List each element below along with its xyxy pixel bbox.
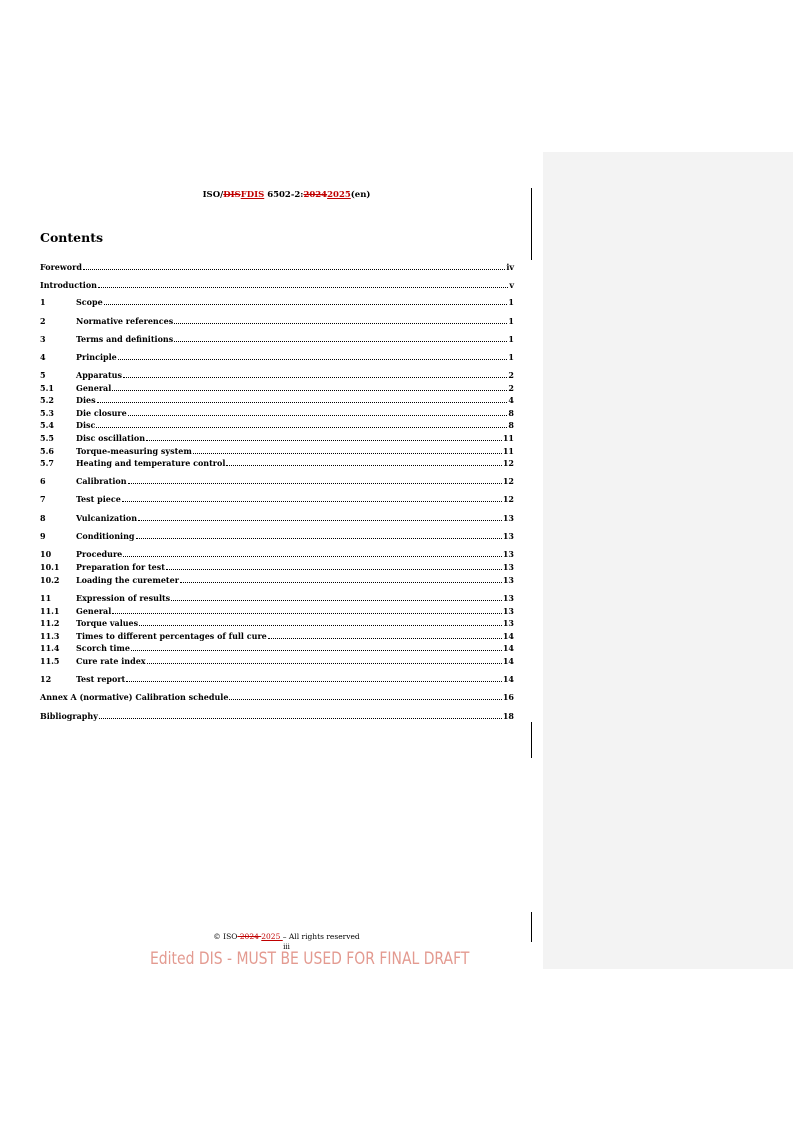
toc-leader-dots bbox=[123, 370, 507, 378]
toc-entry[interactable] bbox=[40, 674, 514, 684]
toc-entry[interactable] bbox=[40, 562, 514, 572]
toc-entry-page: 14 bbox=[502, 631, 514, 641]
toc-entry-page: 13 bbox=[502, 562, 514, 572]
toc-leader-dots bbox=[112, 383, 507, 391]
toc-entry-title: Scope bbox=[76, 297, 103, 307]
toc-entry-title: Torque values bbox=[76, 618, 139, 628]
toc-entry[interactable] bbox=[40, 575, 514, 585]
footer-prefix: © ISO bbox=[213, 932, 238, 941]
toc-leader-dots bbox=[138, 513, 502, 521]
toc-entry[interactable] bbox=[40, 408, 514, 418]
toc-leader-dots bbox=[96, 420, 507, 428]
toc-entry[interactable] bbox=[40, 711, 514, 721]
footer-rights: – All rights reserved bbox=[282, 932, 360, 941]
toc-entry-number: 10.1 bbox=[40, 562, 60, 572]
toc-entry-page: 13 bbox=[502, 618, 514, 628]
toc-entry-page: 1 bbox=[508, 316, 514, 326]
toc-entry-title: Annex A (normative) Calibration schedule bbox=[40, 692, 229, 702]
footer-inserted-year: 2025 bbox=[261, 932, 283, 941]
toc-entry[interactable] bbox=[40, 370, 514, 380]
toc-entry[interactable] bbox=[40, 383, 514, 393]
toc-entry-page: 13 bbox=[502, 606, 514, 616]
toc-entry-number: 11.2 bbox=[40, 618, 60, 628]
toc-leader-dots bbox=[174, 316, 507, 324]
toc-entry[interactable] bbox=[40, 420, 514, 430]
toc-entry-title: Normative references bbox=[76, 316, 174, 326]
toc-leader-dots bbox=[166, 562, 502, 570]
toc-entry-title: Times to different percentages of full cure bbox=[76, 631, 267, 641]
toc-entry-number: 5.7 bbox=[40, 458, 54, 468]
toc-entry-number: 8 bbox=[40, 513, 46, 523]
toc-leader-dots bbox=[112, 606, 502, 614]
toc-entry-number: 6 bbox=[40, 476, 46, 486]
toc-entry-title: Foreword bbox=[40, 262, 82, 272]
toc-entry-title: Vulcanization bbox=[76, 513, 138, 523]
toc-entry-page: 2 bbox=[508, 370, 514, 380]
header-deleted-year: 2024 bbox=[303, 190, 328, 200]
toc-leader-dots bbox=[180, 575, 502, 583]
toc-entry-title: Conditioning bbox=[76, 531, 135, 541]
toc-entry[interactable] bbox=[40, 692, 514, 702]
toc-entry-number: 10.2 bbox=[40, 575, 60, 585]
toc-leader-dots bbox=[128, 408, 508, 416]
toc-entry-title: Dies bbox=[76, 395, 96, 405]
toc-entry-title: Torque-measuring system bbox=[76, 446, 192, 456]
toc-entry[interactable] bbox=[40, 334, 514, 344]
toc-entry[interactable] bbox=[40, 531, 514, 541]
toc-entry-title: Test piece bbox=[76, 494, 121, 504]
toc-entry-page: 1 bbox=[508, 334, 514, 344]
toc-entry-title: Introduction bbox=[40, 280, 97, 290]
header-inserted-year: 2025 bbox=[327, 190, 351, 200]
header-standard-number: 6502-2: bbox=[264, 190, 304, 200]
toc-entry-page: 14 bbox=[502, 674, 514, 684]
footer-deleted-year: 2024 bbox=[237, 932, 262, 941]
toc-entry-title: Preparation for test bbox=[76, 562, 165, 572]
toc-entry-title: Terms and definitions bbox=[76, 334, 174, 344]
toc-entry-page: 11 bbox=[502, 433, 514, 443]
copyright-footer bbox=[40, 932, 533, 941]
toc-entry[interactable] bbox=[40, 476, 514, 486]
toc-leader-dots bbox=[98, 280, 508, 288]
toc-leader-dots bbox=[146, 433, 502, 441]
toc-entry-number: 2 bbox=[40, 316, 46, 326]
toc-leader-dots bbox=[171, 593, 502, 601]
toc-entry-number: 5.6 bbox=[40, 446, 54, 456]
toc-entry-page: 1 bbox=[508, 352, 514, 362]
toc-entry-number: 5.5 bbox=[40, 433, 54, 443]
header-prefix: ISO/ bbox=[202, 190, 224, 200]
toc-entry[interactable] bbox=[40, 446, 514, 456]
toc-entry[interactable] bbox=[40, 352, 514, 362]
toc-entry[interactable] bbox=[40, 606, 514, 616]
toc-leader-dots bbox=[123, 549, 502, 557]
toc-entry-page: 13 bbox=[502, 549, 514, 559]
toc-entry-page: 18 bbox=[502, 711, 514, 721]
toc-leader-dots bbox=[136, 531, 502, 539]
toc-entry[interactable] bbox=[40, 433, 514, 443]
toc-entry-title: Test report bbox=[76, 674, 126, 684]
toc-entry-page: iv bbox=[506, 262, 514, 272]
toc-leader-dots bbox=[193, 446, 502, 454]
toc-entry[interactable] bbox=[40, 316, 514, 326]
toc-leader-dots bbox=[128, 476, 502, 484]
toc-entry-page: 13 bbox=[502, 531, 514, 541]
toc-entry[interactable] bbox=[40, 458, 514, 468]
toc-leader-dots bbox=[97, 395, 508, 403]
toc-entry[interactable] bbox=[40, 643, 514, 653]
toc-entry[interactable] bbox=[40, 549, 514, 559]
toc-leader-dots bbox=[229, 692, 501, 700]
toc-entry-number: 11.1 bbox=[40, 606, 60, 616]
toc-entry-number: 5.1 bbox=[40, 383, 54, 393]
toc-entry-page: 12 bbox=[502, 494, 514, 504]
toc-entry-number: 10 bbox=[40, 549, 52, 559]
toc-entry-page: 13 bbox=[502, 575, 514, 585]
toc-leader-dots bbox=[131, 643, 502, 651]
toc-entry-title: Scorch time bbox=[76, 643, 130, 653]
toc-entry-title: General bbox=[76, 383, 112, 393]
toc-entry-page: 8 bbox=[508, 408, 514, 418]
toc-entry-title: Heating and temperature control bbox=[76, 458, 226, 468]
toc-entry-number: 3 bbox=[40, 334, 46, 344]
contents-title: Contents bbox=[40, 230, 104, 245]
document-header bbox=[40, 190, 533, 200]
header-language: (en) bbox=[350, 190, 371, 200]
header-deleted-text: DIS bbox=[223, 190, 241, 200]
toc-entry-number: 11.3 bbox=[40, 631, 60, 641]
toc-entry-title: Apparatus bbox=[76, 370, 122, 380]
toc-leader-dots bbox=[174, 334, 507, 342]
toc-entry-number: 4 bbox=[40, 352, 46, 362]
toc-entry-number: 5.2 bbox=[40, 395, 54, 405]
toc-leader-dots bbox=[83, 262, 505, 270]
toc-entry[interactable] bbox=[40, 656, 514, 666]
toc-entry-page: 4 bbox=[508, 395, 514, 405]
page-number: iii bbox=[283, 943, 290, 951]
toc-entry-number: 11 bbox=[40, 593, 52, 603]
toc-entry-title: Cure rate index bbox=[76, 656, 146, 666]
toc-entry-number: 5.4 bbox=[40, 420, 54, 430]
toc-entry[interactable] bbox=[40, 280, 514, 290]
comment-pane bbox=[543, 152, 793, 969]
toc-entry-page: v bbox=[509, 280, 514, 290]
change-bar bbox=[531, 722, 532, 758]
toc-entry-page: 13 bbox=[502, 593, 514, 603]
toc-entry-page: 14 bbox=[502, 656, 514, 666]
toc-leader-dots bbox=[118, 352, 508, 360]
toc-entry[interactable] bbox=[40, 395, 514, 405]
toc-entry[interactable] bbox=[40, 593, 514, 603]
toc-entry-number: 7 bbox=[40, 494, 46, 504]
toc-entry-page: 12 bbox=[502, 476, 514, 486]
toc-entry-page: 14 bbox=[502, 643, 514, 653]
toc-entry-title: Calibration bbox=[76, 476, 127, 486]
toc-entry[interactable] bbox=[40, 513, 514, 523]
toc-entry-page: 13 bbox=[502, 513, 514, 523]
toc-leader-dots bbox=[104, 297, 508, 305]
toc-entry-number: 5 bbox=[40, 370, 46, 380]
toc-entry-page: 1 bbox=[508, 297, 514, 307]
toc-leader-dots bbox=[268, 631, 502, 639]
toc-entry-page: 12 bbox=[502, 458, 514, 468]
toc-entry-page: 8 bbox=[508, 420, 514, 430]
toc-entry-title: Bibliography bbox=[40, 711, 98, 721]
toc-leader-dots bbox=[226, 458, 501, 466]
toc-leader-dots bbox=[126, 674, 502, 682]
toc-entry-number: 5.3 bbox=[40, 408, 54, 418]
toc-entry-title: Principle bbox=[76, 352, 117, 362]
toc-entry[interactable] bbox=[40, 494, 514, 504]
toc-entry-number: 9 bbox=[40, 531, 46, 541]
toc-entry[interactable] bbox=[40, 297, 514, 307]
toc-entry[interactable] bbox=[40, 631, 514, 641]
toc-entry-title: Disc bbox=[76, 420, 96, 430]
toc-entry-number: 11.5 bbox=[40, 656, 60, 666]
toc-leader-dots bbox=[139, 618, 502, 626]
toc-entry-number: 11.4 bbox=[40, 643, 60, 653]
toc-leader-dots bbox=[99, 711, 502, 719]
toc-entry-title: Disc oscillation bbox=[76, 433, 146, 443]
toc-entry-title: Loading the curemeter bbox=[76, 575, 179, 585]
toc-entry[interactable] bbox=[40, 262, 514, 272]
watermark: Edited DIS - MUST BE USED FOR FINAL DRAFT bbox=[150, 949, 470, 969]
toc-entry-title: General bbox=[76, 606, 112, 616]
toc-leader-dots bbox=[147, 656, 502, 664]
toc-entry-title: Die closure bbox=[76, 408, 127, 418]
toc-entry-title: Expression of results bbox=[76, 593, 171, 603]
header-inserted-text: FDIS bbox=[240, 190, 265, 200]
toc-entry-number: 12 bbox=[40, 674, 52, 684]
toc-leader-dots bbox=[122, 494, 502, 502]
toc-entry-number: 1 bbox=[40, 297, 46, 307]
toc-entry-title: Procedure bbox=[76, 549, 123, 559]
toc-entry-page: 2 bbox=[508, 383, 514, 393]
toc-entry-page: 16 bbox=[502, 692, 514, 702]
toc-entry-page: 11 bbox=[502, 446, 514, 456]
toc-entry[interactable] bbox=[40, 618, 514, 628]
